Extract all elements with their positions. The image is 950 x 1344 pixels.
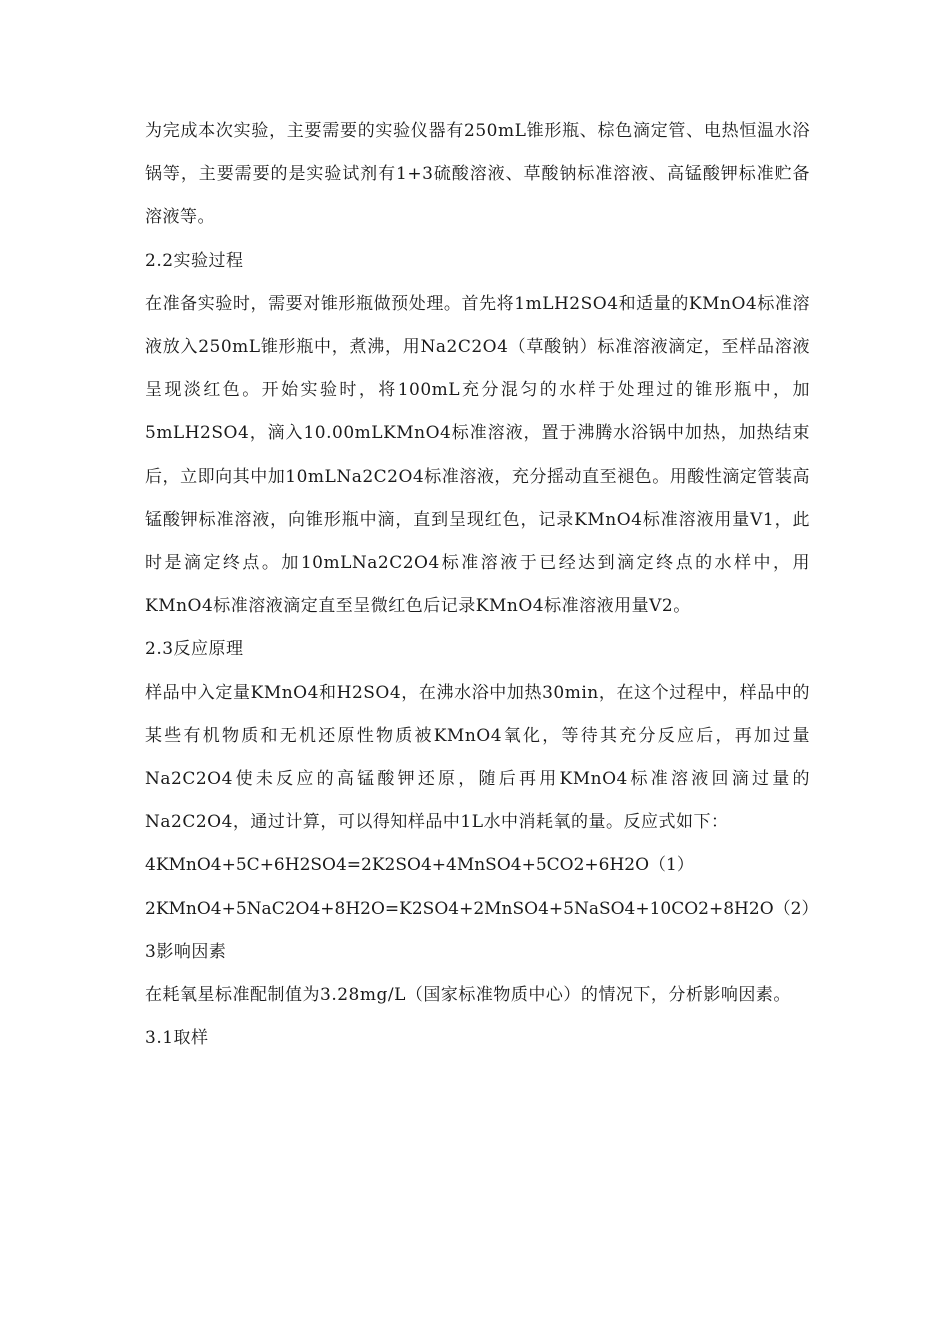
paragraph-procedure: 在准备实验时，需要对锥形瓶做预处理。首先将1mLH2SO4和适量的KMnO4标准溶液放入250mL锥形瓶中，煮沸，用Na2C2O4（草酸钠）标准溶液滴定，至样品溶液呈现淡红色。开始实验时，将100mL充分混匀的水样于处理过的锥形瓶中，加5mLH2SO4，滴入10.00mLKMnO4标准溶液，置于沸腾水浴锅中加热，加热结束后，立即向其中加10mLNa2C2O4标准溶液，充分摇动直至褪色。用酸性滴定管装高锰酸钾标准溶液，向锥形瓶中滴，直到呈现红色，记录KMnO4标准溶液用量V1，此时是滴定终点。加10mLNa2C2O4标准溶液于已经达到滴定终点的水样中，用KMnO4标准溶液滴定直至呈微红色后记录KMnO4标准溶液用量V2。	[145, 293, 810, 617]
section-heading-2-2: 2.2实验过程	[145, 250, 244, 271]
equation-1: 4KMnO4+5C+6H2SO4=2K2SO4+4MnSO4+5CO2+6H2O（1）	[145, 855, 694, 876]
paragraph-factors: 在耗氧星标准配制值为3.28mg/L（国家标准物质中心）的情况下，分析影响因素。	[145, 985, 791, 1006]
paragraph-principle: 样品中入定量KMnO4和H2SO4，在沸水浴中加热30min，在这个过程中，样品中的某些有机物质和无机还原性物质被KMnO4氧化，等待其充分反应后，再加过量Na2C2O4使未反应的高锰酸钾还原，随后再用KMnO4标准溶液回滴过量的Na2C2O4，通过计算，可以得知样品中1L水中消耗氧的量。反应式如下：	[145, 682, 810, 833]
section-heading-3: 3影响因素	[145, 941, 227, 962]
section-heading-2-3: 2.3反应原理	[145, 639, 244, 660]
document-body	[145, 110, 819, 1060]
section-heading-3-1: 3.1取样	[145, 1028, 209, 1049]
paragraph-instruments: 为完成本次实验，主要需要的实验仪器有250mL锥形瓶、棕色滴定管、电热恒温水浴锅等，主要需要的是实验试剂有1+3硫酸溶液、草酸钠标准溶液、高锰酸钾标准贮备溶液等。	[145, 121, 810, 228]
equation-2: 2KMnO4+5NaC2O4+8H2O=K2SO4+2MnSO4+5NaSO4+10CO2+8H2O（2）	[145, 898, 819, 919]
